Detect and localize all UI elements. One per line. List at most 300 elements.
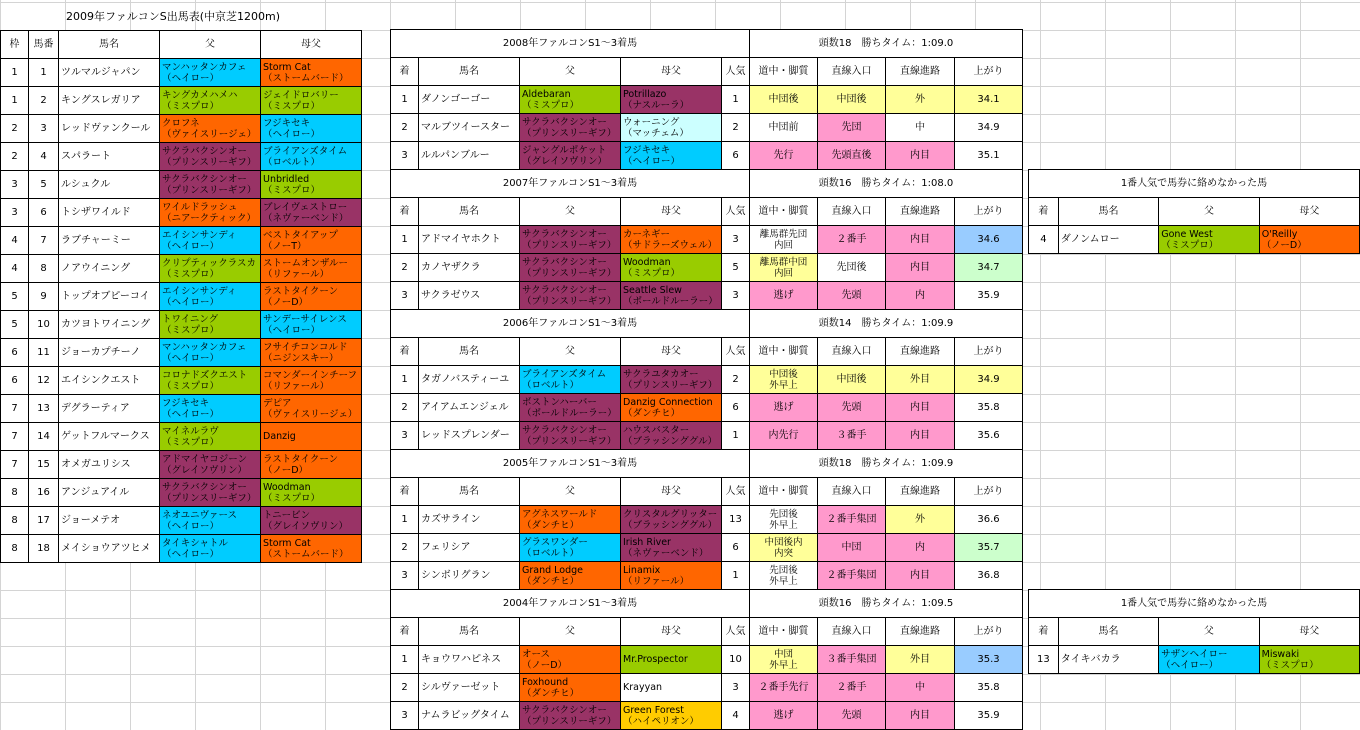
sire-cell-line: Grand Lodge	[522, 564, 584, 576]
history-header-cell: 道中・脚質	[750, 58, 818, 86]
damsire-cell	[261, 255, 362, 283]
damsire-cell-line: （サドラーズウェル）	[623, 239, 718, 251]
history-header-cell: 着	[391, 618, 419, 646]
race-table	[0, 30, 362, 563]
finish-cell: 1	[391, 226, 419, 254]
history-header-cell: 馬名	[419, 478, 520, 506]
sire-cell	[520, 86, 621, 114]
sire-cell-line: （プリンスリーギフ）	[162, 492, 257, 504]
sire-cell-line: （プリンスリーギフ）	[162, 156, 257, 168]
history-header-cell: 人気	[722, 338, 750, 366]
sire-cell-line: （ミスプロ）	[162, 324, 220, 336]
history-table	[390, 29, 1023, 730]
horse-number-cell: 9	[29, 283, 59, 311]
sire-cell-line: （ロベルト）	[522, 379, 580, 391]
sire-cell	[160, 283, 261, 311]
sire-cell-line: サザンヘイロー	[1161, 648, 1228, 660]
damsire-cell-line: Linamix	[623, 564, 661, 576]
horse-name-cell: カツヨトワイニング	[59, 311, 160, 339]
straight-course-cell: 内目	[886, 226, 955, 254]
sire-cell	[520, 422, 621, 450]
sire-cell-line: （ミスプロ）	[162, 436, 220, 448]
sire-cell-line: キングカメハメハ	[162, 89, 238, 101]
damsire-cell-line: フジキセキ	[263, 117, 311, 129]
damsire-cell	[621, 422, 722, 450]
damsire-cell	[621, 646, 722, 674]
damsire-cell-line: Storm Cat	[263, 537, 311, 549]
damsire-cell	[261, 227, 362, 255]
damsire-cell-line: （ノーT）	[263, 240, 307, 252]
running-style-cell	[750, 366, 818, 394]
damsire-cell-line: （ストームバード）	[263, 548, 349, 560]
running-style-cell: 中団後	[750, 86, 818, 114]
history-header-cell: 道中・脚質	[750, 478, 818, 506]
race-row	[1, 311, 362, 339]
history-header-cell: 直線進路	[886, 618, 955, 646]
side-title: 1番人気で馬券に絡めなかった馬	[1029, 590, 1360, 618]
sire-cell-line: サクラバクシンオー	[162, 481, 247, 493]
year-title: 2004年ファルコンS1～3着馬	[391, 590, 750, 618]
running-style-cell	[750, 534, 818, 562]
horse-number-cell: 18	[29, 535, 59, 563]
history-header-cell: 父	[520, 198, 621, 226]
horse-name-cell: タイキバカラ	[1058, 646, 1158, 674]
damsire-cell	[621, 142, 722, 170]
damsire-cell-line: Seattle Slew	[623, 284, 682, 296]
horse-name-cell: ナムラビッグタイム	[419, 702, 520, 730]
sire-cell	[160, 199, 261, 227]
waku-cell: 4	[1, 255, 29, 283]
horse-name-cell: ジョーメテオ	[59, 507, 160, 535]
side-table-2004	[1028, 589, 1360, 674]
history-header-cell: 上がり	[955, 58, 1023, 86]
finish-cell: 3	[391, 422, 419, 450]
popularity-cell: 5	[722, 254, 750, 282]
damsire-cell-line: （ロベルト）	[263, 156, 321, 168]
horse-name-cell: ジョーカプチーノ	[59, 339, 160, 367]
sire-cell-line: タイキシャトル	[162, 537, 229, 549]
horse-name-cell: ゲットフルマークス	[59, 423, 160, 451]
horse-number-cell: 6	[29, 199, 59, 227]
damsire-cell-line: Miswaki	[1261, 648, 1300, 660]
history-row	[391, 282, 1023, 310]
race-row	[1, 143, 362, 171]
sire-cell-line: （プリンスリーギフ）	[522, 127, 617, 139]
horse-number-cell: 17	[29, 507, 59, 535]
sire-cell	[1159, 646, 1259, 674]
damsire-cell-line: Unbridled	[263, 173, 310, 185]
damsire-cell-line: （ブラッシンググル）	[623, 435, 718, 447]
damsire-cell-line: （ネヴァーベンド）	[263, 212, 349, 224]
horse-name-cell: デグラーティア	[59, 395, 160, 423]
horse-number-cell: 2	[29, 87, 59, 115]
sire-cell-line: クロフネ	[162, 117, 200, 129]
damsire-cell	[621, 562, 722, 590]
horse-name-cell: メイショウアツヒメ	[59, 535, 160, 563]
damsire-cell-line: ブライアンズタイム	[263, 145, 348, 157]
history-header-cell: 道中・脚質	[750, 338, 818, 366]
sire-cell-line: Aldebaran	[522, 88, 571, 100]
damsire-cell-line: ハウスバスター	[623, 424, 690, 436]
history-header-cell: 直線進路	[886, 338, 955, 366]
last-3f-cell: 34.6	[955, 226, 1023, 254]
sire-cell-line: （ヘイロー）	[162, 352, 220, 364]
history-row	[391, 506, 1023, 534]
damsire-cell-line: （ダンチヒ）	[623, 407, 681, 419]
race-row	[1, 451, 362, 479]
waku-cell: 7	[1, 451, 29, 479]
history-row	[391, 114, 1023, 142]
last-3f-cell: 34.9	[955, 114, 1023, 142]
straight-course-cell: 外目	[886, 646, 955, 674]
damsire-cell-line: （ブラッシンググル）	[623, 519, 718, 531]
horse-number-cell: 15	[29, 451, 59, 479]
history-header-cell: 父	[520, 338, 621, 366]
horse-name-cell: ダノンゴーゴー	[419, 86, 520, 114]
history-row	[391, 534, 1023, 562]
horse-name-cell: カズサライン	[419, 506, 520, 534]
damsire-cell-line: ジェイドロバリー	[263, 89, 339, 101]
damsire-cell-line: （ヴァイスリージェ）	[263, 408, 358, 420]
year-title: 2007年ファルコンS1～3着馬	[391, 170, 750, 198]
sire-cell-line: （ミスプロ）	[162, 100, 220, 112]
history-header-cell: 人気	[722, 198, 750, 226]
damsire-cell	[621, 226, 722, 254]
damsire-cell-line: Woodman	[263, 481, 311, 493]
sire-cell-line: （プリンスリーギフ）	[522, 239, 617, 251]
damsire-cell	[621, 366, 722, 394]
sire-cell-line: （ヴァイスリージェ）	[162, 128, 257, 140]
history-header-cell: 直線入口	[818, 198, 886, 226]
history-header-cell: 直線進路	[886, 58, 955, 86]
horse-name-cell: サクラゼウス	[419, 282, 520, 310]
sire-cell-line: マンハッタンカフェ	[162, 341, 247, 353]
damsire-cell-line: （リファール）	[263, 268, 330, 280]
history-header-cell: 母父	[621, 478, 722, 506]
sire-cell-line: エイシンサンディ	[162, 285, 237, 297]
favorite-unplaced-table	[1028, 589, 1360, 674]
sire-cell-line: サクラバクシンオー	[522, 116, 607, 128]
horse-number-cell: 10	[29, 311, 59, 339]
damsire-cell-line: ブレイヴェストロー	[263, 201, 348, 213]
race-header-cell: 馬名	[59, 31, 160, 59]
year-info: 頭数18 勝ちタイム：1:09.9	[750, 450, 1023, 478]
damsire-cell-line: ウォーニング	[623, 116, 680, 128]
sire-cell	[160, 535, 261, 563]
damsire-cell	[621, 282, 722, 310]
race-row	[1, 479, 362, 507]
finish-cell: 3	[391, 562, 419, 590]
sire-cell-line: ブライアンズタイム	[522, 368, 607, 380]
sire-cell-line: サクラバクシンオー	[162, 145, 247, 157]
finish-cell: 4	[1029, 226, 1059, 254]
horse-name-cell: トップオブピーコイ	[59, 283, 160, 311]
history-header-cell: 直線入口	[818, 478, 886, 506]
running-style-cell: 逃げ	[750, 282, 818, 310]
race-row	[1, 283, 362, 311]
sire-cell	[160, 507, 261, 535]
history-header-row	[391, 58, 1023, 86]
race-header-cell: 枠	[1, 31, 29, 59]
sire-cell-line: （ミスプロ）	[522, 99, 580, 111]
running-style-cell: 逃げ	[750, 394, 818, 422]
side-row	[1029, 646, 1360, 674]
damsire-cell-line: （ボールドルーラー）	[623, 295, 718, 307]
waku-cell: 5	[1, 311, 29, 339]
last-3f-cell: 35.7	[955, 534, 1023, 562]
finish-cell: 3	[391, 282, 419, 310]
sire-cell-line: （プリンスリーギフ）	[522, 267, 617, 279]
sire-cell	[160, 255, 261, 283]
horse-number-cell: 14	[29, 423, 59, 451]
sire-cell	[520, 702, 621, 730]
sire-cell-line: マンハッタンカフェ	[162, 61, 247, 73]
sire-cell-line: （ミスプロ）	[162, 268, 220, 280]
sire-cell	[160, 59, 261, 87]
waku-cell: 3	[1, 199, 29, 227]
damsire-cell	[261, 423, 362, 451]
damsire-cell-line: O'Reilly	[1261, 228, 1298, 240]
damsire-cell	[261, 395, 362, 423]
running-style-cell	[750, 646, 818, 674]
history-header-cell: 着	[391, 478, 419, 506]
damsire-cell	[621, 114, 722, 142]
last-3f-cell: 35.9	[955, 282, 1023, 310]
damsire-cell-line: Green Forest	[623, 704, 684, 716]
sire-cell-line: （ノーD）	[522, 659, 568, 671]
damsire-cell	[261, 199, 362, 227]
history-header-cell: 道中・脚質	[750, 618, 818, 646]
horse-name-cell: キョウワハピネス	[419, 646, 520, 674]
damsire-cell-line: カーネギー	[623, 228, 671, 240]
race-row	[1, 199, 362, 227]
sire-cell-line: （グレイソヴリン）	[522, 155, 608, 167]
straight-course-cell: 中	[886, 674, 955, 702]
sire-cell-line: サクラバクシンオー	[522, 228, 607, 240]
history-header-cell: 母父	[621, 58, 722, 86]
history-header-cell: 着	[391, 58, 419, 86]
last-3f-cell: 34.1	[955, 86, 1023, 114]
sire-cell	[520, 114, 621, 142]
horse-number-cell: 12	[29, 367, 59, 395]
damsire-cell	[261, 143, 362, 171]
race-row	[1, 423, 362, 451]
history-row	[391, 226, 1023, 254]
finish-cell: 2	[391, 254, 419, 282]
straight-entry-cell: 先頭	[818, 702, 886, 730]
history-row	[391, 646, 1023, 674]
horse-number-cell: 8	[29, 255, 59, 283]
waku-cell: 2	[1, 143, 29, 171]
sire-cell	[1159, 226, 1259, 254]
year-title: 2005年ファルコンS1～3着馬	[391, 450, 750, 478]
damsire-cell	[621, 506, 722, 534]
sire-cell-line: （ボールドルーラー）	[522, 407, 617, 419]
side-header-cell: 父	[1159, 198, 1259, 226]
damsire-cell-line: クリスタルグリッター	[623, 508, 718, 520]
history-header-cell: 直線進路	[886, 478, 955, 506]
damsire-cell	[261, 367, 362, 395]
year-title: 2006年ファルコンS1～3着馬	[391, 310, 750, 338]
side-row	[1029, 226, 1360, 254]
damsire-cell-line: （ニジンスキー）	[263, 352, 339, 364]
history-header-cell: 馬名	[419, 338, 520, 366]
history-header-cell: 馬名	[419, 618, 520, 646]
damsire-cell	[261, 507, 362, 535]
damsire-cell-line: Irish River	[623, 536, 671, 548]
sire-cell-line: エイシンサンディ	[162, 229, 237, 241]
running-style-cell	[750, 506, 818, 534]
damsire-cell-line: （ナスルーラ）	[623, 99, 690, 111]
horse-name-cell: ルシュクル	[59, 171, 160, 199]
popularity-cell: 1	[722, 422, 750, 450]
popularity-cell: 3	[722, 226, 750, 254]
side-header-cell: 馬名	[1058, 618, 1158, 646]
straight-entry-cell: 先頭	[818, 282, 886, 310]
horse-name-cell: レッドスプレンダー	[419, 422, 520, 450]
history-header-cell: 母父	[621, 198, 722, 226]
popularity-cell: 2	[722, 366, 750, 394]
year-info: 頭数16 勝ちタイム：1:08.0	[750, 170, 1023, 198]
damsire-cell-line: （ネヴァーベンド）	[623, 547, 709, 559]
damsire-cell-line: Woodman	[623, 256, 671, 268]
damsire-cell	[261, 283, 362, 311]
sire-cell-line: アグネスワールド	[522, 508, 598, 520]
race-row	[1, 115, 362, 143]
finish-cell: 3	[391, 142, 419, 170]
damsire-cell	[261, 171, 362, 199]
straight-entry-cell: ２番手集団	[818, 562, 886, 590]
sire-cell-line: （ニアークティック）	[162, 212, 256, 224]
history-row	[391, 422, 1023, 450]
finish-cell: 1	[391, 506, 419, 534]
running-style-cell	[750, 226, 818, 254]
side-header-cell: 着	[1029, 198, 1059, 226]
horse-name-cell: アンジュアイル	[59, 479, 160, 507]
sire-cell-line: （ダンチヒ）	[522, 519, 580, 531]
popularity-cell: 6	[722, 394, 750, 422]
straight-entry-cell: 中団	[818, 534, 886, 562]
damsire-cell	[621, 702, 722, 730]
finish-cell: 2	[391, 674, 419, 702]
sire-cell	[160, 367, 261, 395]
history-row	[391, 702, 1023, 730]
damsire-cell-line: （ミスプロ）	[623, 267, 681, 279]
running-style-cell-text: 離馬群中団 内回	[759, 256, 808, 279]
sire-cell	[160, 451, 261, 479]
race-header-cell: 馬番	[29, 31, 59, 59]
damsire-cell-line: ストームオンザルー	[263, 257, 349, 269]
history-header-cell: 上がり	[955, 338, 1023, 366]
popularity-cell: 3	[722, 674, 750, 702]
horse-name-cell: オメガユリシス	[59, 451, 160, 479]
sire-cell	[520, 366, 621, 394]
history-header-cell: 直線入口	[818, 338, 886, 366]
horse-number-cell: 7	[29, 227, 59, 255]
sire-cell	[520, 254, 621, 282]
straight-course-cell: 外	[886, 86, 955, 114]
waku-cell: 6	[1, 339, 29, 367]
side-table-2007	[1028, 169, 1360, 254]
history-header-cell: 上がり	[955, 478, 1023, 506]
sire-cell-line: Foxhound	[522, 676, 569, 688]
history-row	[391, 674, 1023, 702]
waku-cell: 2	[1, 115, 29, 143]
history-header-row	[391, 338, 1023, 366]
straight-entry-cell: 先団	[818, 114, 886, 142]
history-header-cell: 着	[391, 198, 419, 226]
damsire-cell	[261, 311, 362, 339]
straight-course-cell: 内目	[886, 702, 955, 730]
last-3f-cell: 35.8	[955, 394, 1023, 422]
straight-entry-cell: 中団後	[818, 86, 886, 114]
straight-course-cell: 内目	[886, 394, 955, 422]
damsire-cell-line: Krayyan	[623, 682, 663, 693]
damsire-cell-line: （リファール）	[623, 575, 690, 587]
sire-cell	[520, 142, 621, 170]
running-style-cell-text: 先団後 外早上	[769, 564, 798, 587]
race-row	[1, 367, 362, 395]
last-3f-cell: 35.6	[955, 422, 1023, 450]
race-title-bar	[0, 0, 361, 30]
history-header-cell: 父	[520, 478, 621, 506]
sire-cell-line: サクラバクシンオー	[522, 256, 607, 268]
sire-cell	[520, 394, 621, 422]
sire-cell-line: （グレイソヴリン）	[162, 464, 248, 476]
damsire-cell	[621, 534, 722, 562]
damsire-cell	[261, 87, 362, 115]
history-row	[391, 86, 1023, 114]
damsire-cell-line: フサイチコンコルド	[263, 341, 348, 353]
straight-entry-cell: 中団後	[818, 366, 886, 394]
horse-number-cell: 11	[29, 339, 59, 367]
waku-cell: 7	[1, 395, 29, 423]
damsire-cell-line: （ミスプロ）	[263, 184, 321, 196]
race-row	[1, 507, 362, 535]
horse-name-cell: ノアウイニング	[59, 255, 160, 283]
sire-cell	[520, 562, 621, 590]
history-header-cell: 母父	[621, 338, 722, 366]
finish-cell: 2	[391, 534, 419, 562]
horse-name-cell: カノヤザクラ	[419, 254, 520, 282]
horse-name-cell: スパラート	[59, 143, 160, 171]
horse-name-cell: フェリシア	[419, 534, 520, 562]
side-title-row	[1029, 170, 1360, 198]
history-header-cell: 直線入口	[818, 58, 886, 86]
sire-cell-line: Gone West	[1161, 228, 1213, 240]
side-title-row	[1029, 590, 1360, 618]
damsire-cell-line: （ミスプロ）	[1261, 659, 1319, 671]
damsire-cell-line: （ミスプロ）	[263, 100, 321, 112]
race-row	[1, 87, 362, 115]
horse-name-cell: キングスレガリア	[59, 87, 160, 115]
sire-cell	[160, 171, 261, 199]
history-header-row	[391, 618, 1023, 646]
damsire-cell-line: ラストタイクーン	[263, 285, 339, 297]
last-3f-cell: 35.9	[955, 702, 1023, 730]
race-title: 2009年ファルコンS出馬表(中京芝1200m)	[66, 10, 281, 23]
running-style-cell: 逃げ	[750, 702, 818, 730]
damsire-cell-line: （ノーD）	[263, 296, 309, 308]
sire-cell-line: フジキセキ	[162, 397, 210, 409]
damsire-cell-line: Storm Cat	[263, 61, 311, 73]
side-header-cell: 母父	[1259, 618, 1359, 646]
straight-entry-cell: 先頭直後	[818, 142, 886, 170]
running-style-cell-text: 先団後 外早上	[769, 508, 798, 531]
popularity-cell: 1	[722, 86, 750, 114]
year-title: 2008年ファルコンS1～3着馬	[391, 30, 750, 58]
finish-cell: 13	[1029, 646, 1059, 674]
